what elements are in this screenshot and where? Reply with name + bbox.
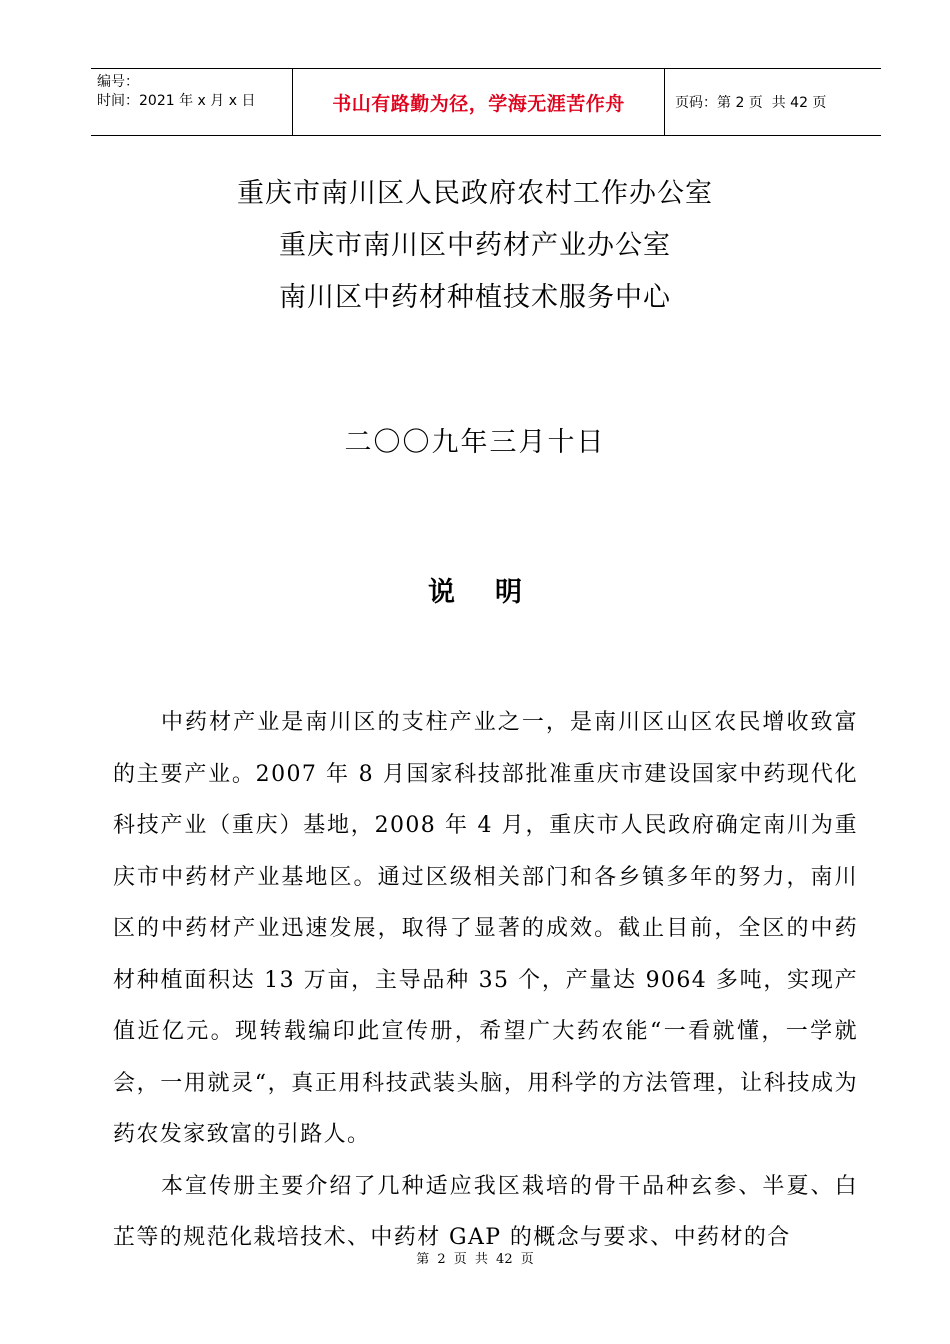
paragraph: 本宣传册主要介绍了几种适应我区栽培的骨干品种玄参、半夏、白芷等的规范化栽培技术、中药材 GAP 的概念与要求、中药材的合 bbox=[113, 1173, 858, 1250]
header-motto: 书山有路勤为径，学海无涯苦作舟 bbox=[293, 69, 665, 135]
header-time-label: 时间：2021 年 x 月 x 日 bbox=[97, 93, 256, 109]
page-footer: 第 2 页 共 42 页 bbox=[416, 1252, 534, 1267]
section-title-char: 说 bbox=[428, 577, 455, 608]
header-page-cell bbox=[665, 69, 881, 135]
header-number-label: 编号： bbox=[97, 74, 139, 90]
document-date: 二〇〇九年三月十日 bbox=[344, 427, 606, 458]
header-meta-cell bbox=[91, 69, 293, 135]
header-page-info: 页码：第 2 页 共 42 页 bbox=[675, 95, 827, 111]
paragraph: 中药材产业是南川区的支柱产业之一，是南川区山区农民增收致富的主要产业。2007 年 8 月国家科技部批准重庆市建设国家中药现代化科技产业（重庆）基地，2008 年 4 月，重庆市人民政府确定南川为重庆市中药材产业基地区。通过区级相关部门和各乡镇多年的努力，南川区的中药材产业迅速发展，取得了显著的成效。截止目前，全区的中药材种植面积达 13 万亩，主导品种 35 个，产量达 9064 多吨，实现产值近亿元。现转载编印此宣传册，希望广大药农能“一看就懂，一学就会，一用就灵“，真正用科技武装头脑，用科学的方法管理，让科技成为药农发家致富的引路人。 bbox=[113, 710, 858, 1147]
organization-name: 重庆市南川区中药材产业办公室 bbox=[279, 230, 671, 261]
organization-name: 南川区中药材种植技术服务中心 bbox=[279, 282, 671, 313]
organization-list bbox=[0, 168, 950, 324]
body-text bbox=[113, 697, 858, 1264]
section-title bbox=[0, 570, 950, 609]
organization-name: 重庆市南川区人民政府农村工作办公室 bbox=[237, 178, 713, 209]
document-header bbox=[91, 68, 881, 136]
section-title-char: 明 bbox=[495, 577, 522, 608]
